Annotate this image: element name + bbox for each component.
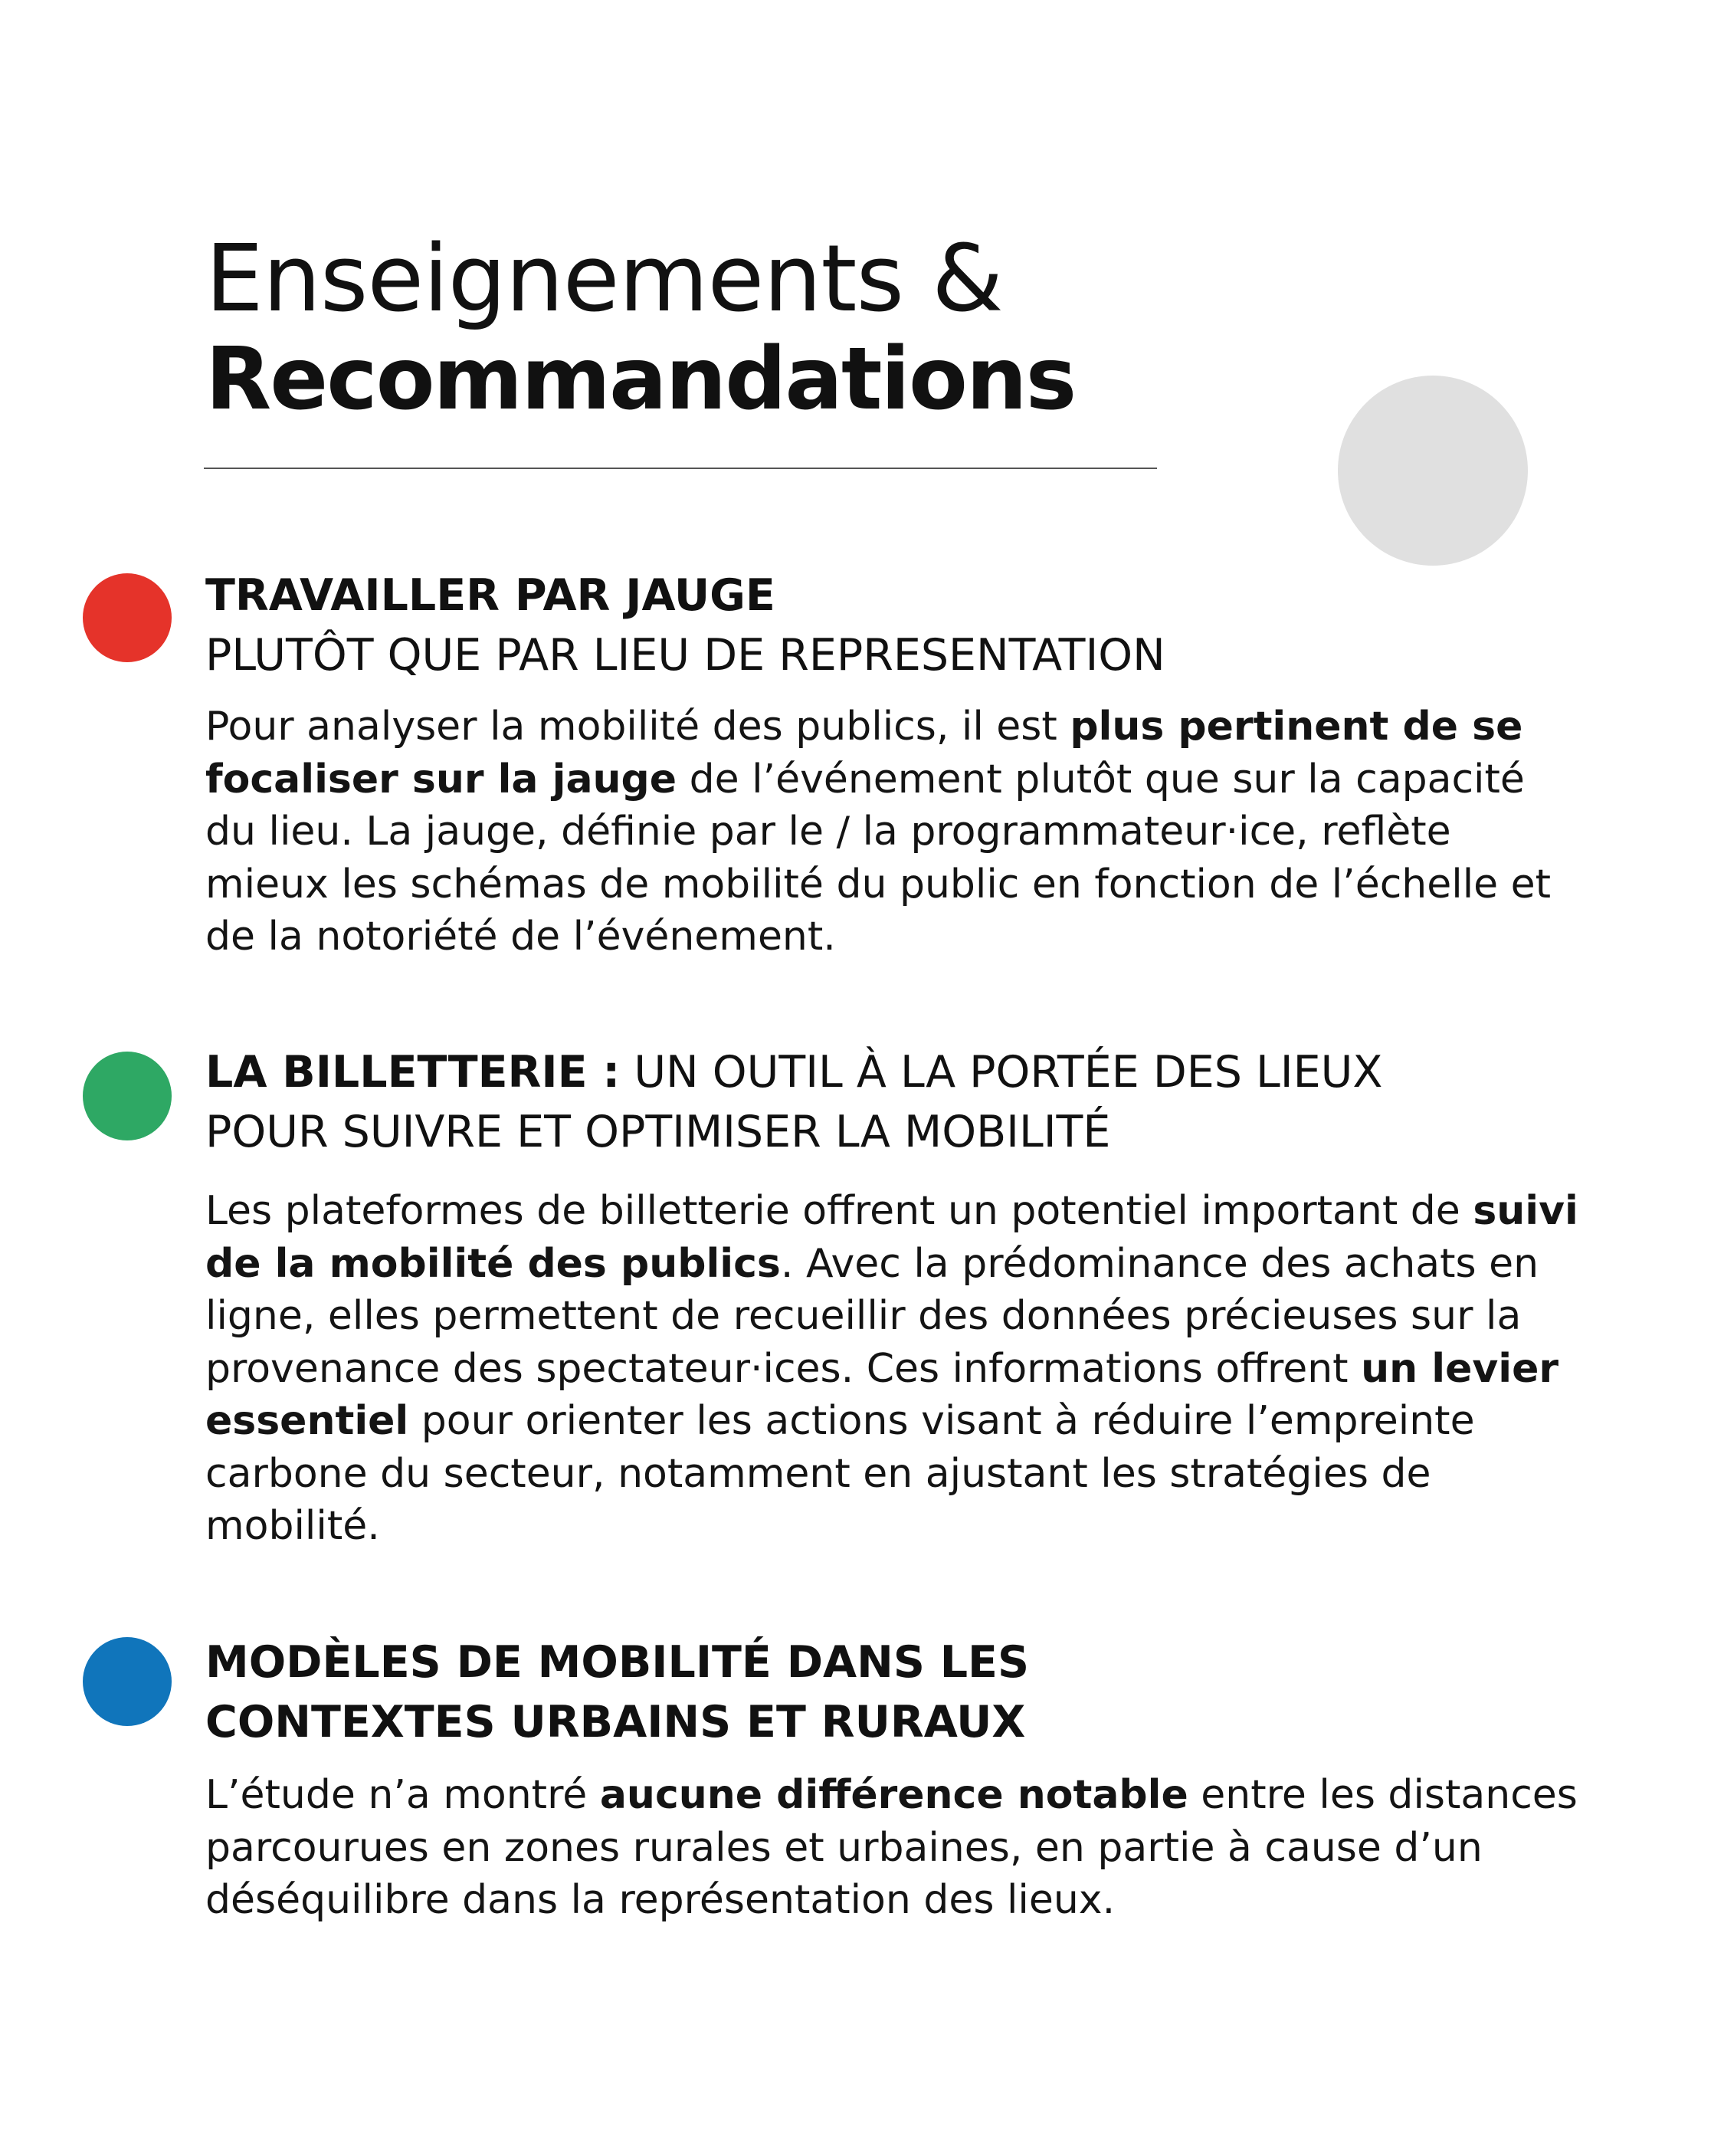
heading-line-1: TRAVAILLER PAR JAUGE: [205, 570, 775, 621]
green-bullet-dot: [83, 1052, 172, 1140]
body-emphasis: plus pertinent de se focaliser sur la jauge: [205, 704, 1523, 802]
red-bullet-dot: [83, 573, 172, 662]
section-urbain-rural: [205, 1633, 1585, 1927]
body-text: de l’événement plutôt que sur la capacité du lieu. La jauge, définie par le / la programmateur·ice, reflète mieux les schémas de mobilité du public en fonction de l’échelle et de la notoriété de l’événement.: [205, 756, 1552, 960]
page-title-line-2: Recommandations: [205, 330, 1076, 429]
body-text: entre les distances parcourues en zones rurales et urbaines, en partie à cause d’un déséquilibre dans la représentation des lieux.: [205, 1772, 1578, 1923]
heading-line-2: POUR SUIVRE ET OPTIMISER LA MOBILITÉ: [205, 1107, 1111, 1157]
blue-bullet-dot: [83, 1637, 172, 1726]
title-divider: [204, 468, 1157, 469]
decorative-circle: [1338, 376, 1528, 566]
body-text: pour orienter les actions visant à réduire l’empreinte carbone du secteur, notamment en ajustant les stratégies de mobilité.: [205, 1398, 1475, 1549]
body-text: . Avec la prédominance des achats en ligne, elles permettent de recueillir des données précieuses sur la provenance des spectateur·ices. Ces informations offrent: [205, 1240, 1539, 1392]
section-heading: [205, 1042, 1585, 1162]
heading-line-1: [205, 1042, 1585, 1102]
heading-line-2: PLUTÔT QUE PAR LIEU DE REPRESENTATION: [205, 630, 1165, 681]
section-body: [205, 1185, 1585, 1553]
body-emphasis: un levier essentiel: [205, 1345, 1558, 1444]
heading-line-2: CONTEXTES URBAINS ET RURAUX: [205, 1697, 1026, 1747]
section-billetterie: [205, 1042, 1585, 1553]
heading-light: UN OUTIL À LA PORTÉE DES LIEUX: [620, 1047, 1383, 1098]
section-heading: [205, 566, 1585, 685]
section-heading: [205, 1633, 1585, 1752]
body-emphasis: aucune différence notable: [599, 1772, 1188, 1818]
body-text: Pour analyser la mobilité des publics, il est: [205, 704, 1070, 750]
body-text: L’étude n’a montré: [205, 1772, 600, 1818]
heading-strong: LA BILLETTERIE :: [205, 1047, 621, 1098]
section-body: [205, 701, 1585, 963]
body-emphasis: suivi de la mobilité des publics: [205, 1188, 1578, 1287]
section-body: [205, 1769, 1585, 1927]
body-text: Les plateformes de billetterie offrent un potentiel important de: [205, 1188, 1473, 1234]
page-title: [205, 226, 1076, 429]
page-title-line-1: Enseignements &: [205, 226, 1003, 333]
heading-line-1: MODÈLES DE MOBILITÉ DANS LES: [205, 1637, 1030, 1688]
section-jauge: [205, 566, 1585, 963]
